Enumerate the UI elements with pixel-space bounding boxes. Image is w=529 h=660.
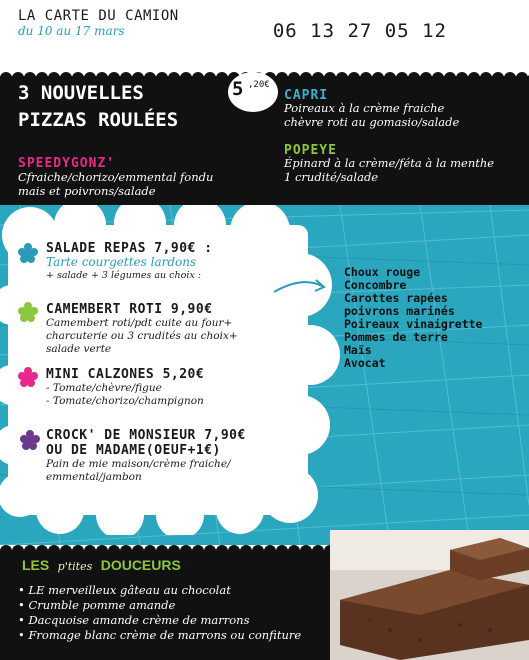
desserts-heading-les: LES xyxy=(22,557,50,573)
dessert-item: • Dacquoise amande crème de marrons xyxy=(18,613,301,628)
menu-item-desc: - Tomate/chèvre/figue xyxy=(46,382,162,394)
desserts-list xyxy=(18,583,301,643)
pizza-price-main: 5 xyxy=(232,78,244,100)
menu-item-desc: charcuterie ou 3 crudités au choix+ xyxy=(46,330,238,342)
menu-item-title: OU DE MADAME(OEUF+1€) xyxy=(46,443,221,458)
menu-item-salade xyxy=(46,241,213,282)
menu-item-desc: Pain de mie maison/crème fraiche/ xyxy=(46,458,231,470)
side-vegetables-list xyxy=(344,266,482,370)
flower-icon xyxy=(18,367,38,387)
pizza-desc-line: Cfraiche/chorizo/emmental fondu xyxy=(18,170,214,184)
pizza-heading-line2: PIZZAS ROULÉES xyxy=(18,109,179,131)
desserts-heading xyxy=(22,557,181,574)
phone-number[interactable]: 06 13 27 05 12 xyxy=(272,20,447,42)
menu-item-crock xyxy=(46,428,246,484)
menu-title: LA CARTE DU CAMION xyxy=(18,8,179,24)
menu-item-title: MINI CALZONES 5,20€ xyxy=(46,367,205,382)
pizza-price-badge xyxy=(228,72,278,112)
pizza-heading xyxy=(18,80,258,134)
side-item: Carottes rapées xyxy=(344,291,448,305)
menu-item-desc: - Tomate/chorizo/champignon xyxy=(46,395,204,407)
dessert-item: • LE merveilleux gâteau au chocolat xyxy=(18,583,301,598)
pizza-heading-line1: 3 NOUVELLES xyxy=(18,82,144,104)
dessert-item: • Crumble pomme amande xyxy=(18,598,301,613)
side-item: poivrons marinés xyxy=(344,304,455,318)
pizza-desc-line: chèvre roti au gomasio/salade xyxy=(284,115,460,129)
menu-item-calzones xyxy=(46,367,204,408)
desserts-heading-douceurs: DOUCEURS xyxy=(100,557,181,573)
menu-item-desc: + salade + 3 légumes au choix : xyxy=(46,270,201,281)
menu-item-subtitle: Tarte courgettes lardons xyxy=(46,255,197,269)
menu-item-desc: Camembert roti/pdt cuite au four+ xyxy=(46,317,233,329)
pizza-price-cents: ,20€ xyxy=(248,80,270,90)
menu-item-desc: emmental/jambon xyxy=(46,471,142,483)
side-item: Avocat xyxy=(344,356,386,370)
pizza-desc-line: mais et poivrons/salade xyxy=(18,184,156,198)
pizza-speedygonz-name: SPEEDYGONZ' xyxy=(18,156,116,171)
side-item: Choux rouge xyxy=(344,265,421,279)
pizza-speedygonz-desc xyxy=(18,170,278,198)
flower-icon xyxy=(18,243,38,263)
pizza-desc-line: Épinard à la crème/féta à la menthe xyxy=(284,156,495,170)
flower-icon xyxy=(18,302,38,322)
side-item: Concombre xyxy=(344,278,407,292)
pizza-desc-line: Poireaux à la crème fraiche xyxy=(284,101,445,115)
arrow-right-icon xyxy=(272,272,332,302)
menu-item-title: SALADE REPAS 7,90€ : xyxy=(46,241,213,256)
menu-dates: du 10 au 17 mars xyxy=(18,24,125,38)
pizza-popeye-name: POPEYE xyxy=(284,143,337,158)
side-item: Poireaux vinaigrette xyxy=(344,317,483,331)
pizza-popeye-desc xyxy=(284,156,529,184)
flower-icon xyxy=(20,430,40,450)
pizza-desc-line: 1 crudité/salade xyxy=(284,170,379,184)
chocolate-cake-image xyxy=(330,530,529,660)
menu-item-title: CAMEMBERT ROTI 9,90€ xyxy=(46,302,213,317)
menu-item-desc: salade verte xyxy=(46,343,112,355)
dessert-item: • Fromage blanc crème de marrons ou confiture xyxy=(18,628,301,643)
desserts-heading-ptites: p'tites xyxy=(57,560,93,573)
side-item: Maïs xyxy=(344,343,372,357)
menu-item-title: CROCK' DE MONSIEUR 7,90€ xyxy=(46,428,246,443)
pizza-capri-desc xyxy=(284,101,524,129)
side-item: Pommes de terre xyxy=(344,330,448,344)
pizza-capri-name: CAPRI xyxy=(284,88,329,103)
menu-item-camembert xyxy=(46,302,238,356)
